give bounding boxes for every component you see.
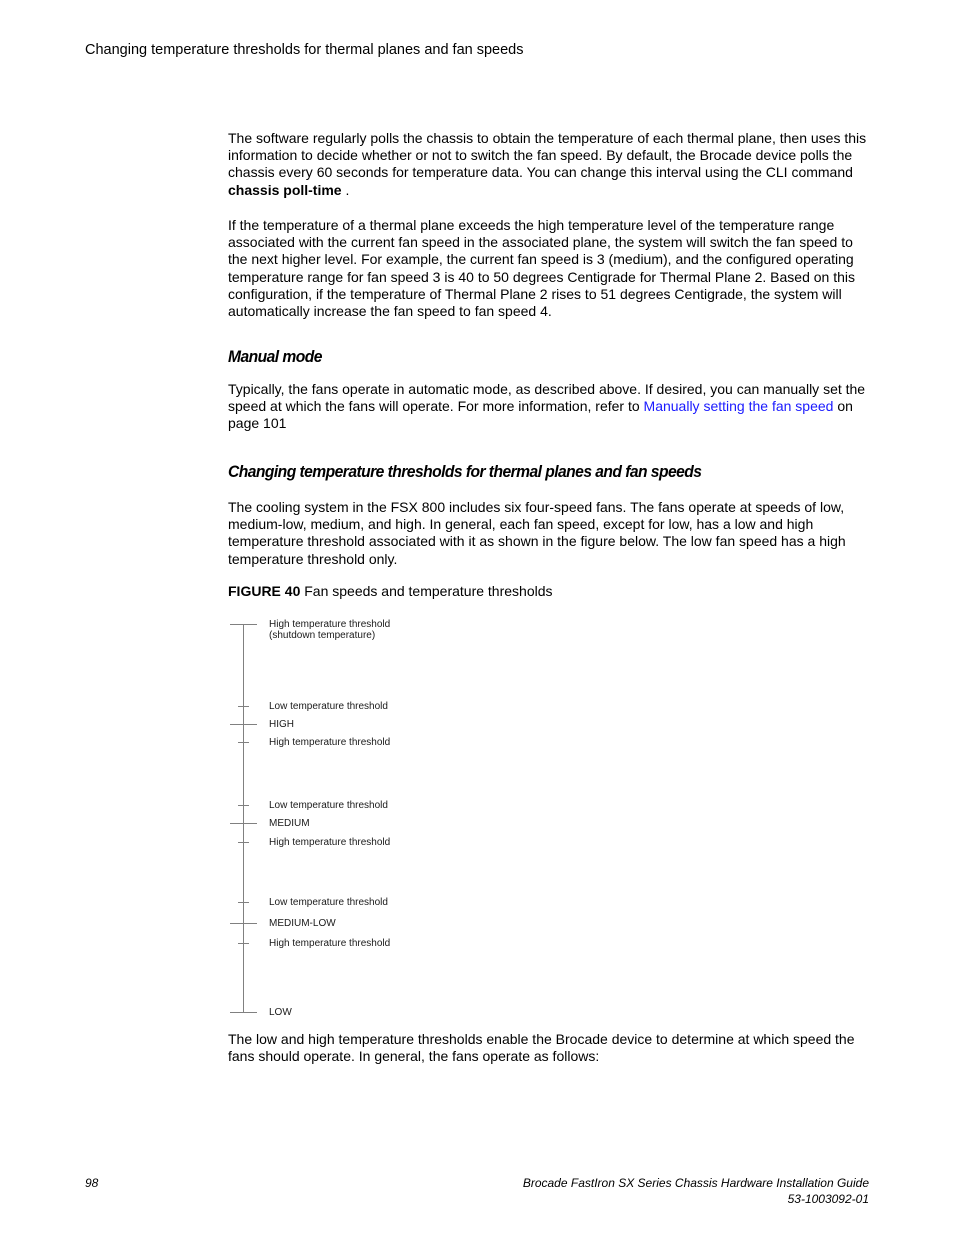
label-medium-low-threshold: Low temperature threshold bbox=[269, 800, 388, 811]
figure-title: Fan speeds and temperature thresholds bbox=[304, 583, 553, 599]
manual-fan-speed-link[interactable]: Manually setting the fan speed bbox=[643, 398, 834, 415]
figure-number: FIGURE 40 bbox=[228, 583, 301, 599]
label-medium-low: MEDIUM-LOW bbox=[269, 918, 336, 929]
tick-medium-high-threshold bbox=[238, 842, 249, 843]
tick-high bbox=[230, 724, 257, 725]
manual-mode-text: Typically, the fans operate in automatic mode, as described above. If desired, you can manually set the speed at which the fans will operate. For more information, refer to bbox=[228, 381, 866, 415]
label-medium-low-speed-high-threshold: High temperature threshold bbox=[269, 938, 391, 949]
tick-high-high-threshold bbox=[238, 742, 249, 743]
label-medium-high-threshold: High temperature threshold bbox=[269, 837, 391, 848]
threshold-paragraph: If the temperature of a thermal plane exceeds the high temperature level of the temperature range associated with the current fan speed in the associated plane, the system will switch the fan speed to the next higher level. For example, the current fan speed is 3 (medium), and the configured operating temperature range for fan speed 3 is 40 to 50 degrees Centigrade for Thermal Plane 2. Based on this configuration, if the temperature of Thermal Plane 2 rises to 51 degrees Centigrade, the system will automatically increase the fan speed to fan speed 4. bbox=[228, 217, 856, 320]
tick-medium bbox=[230, 823, 257, 824]
cooling-system-paragraph: The cooling system in the FSX 800 includes six four-speed fans. The fans operate at speeds of low, medium-low, medium, and high. In general, each fan speed, except for low, has a low and high temperature threshold associated with it as shown in the figure below. The low fan speed has a high temperature threshold only. bbox=[228, 499, 846, 567]
label-high-high-threshold: High temperature threshold bbox=[269, 737, 391, 748]
thresholds-heading: Changing temperature thresholds for thermal planes and fan speeds bbox=[228, 462, 702, 481]
label-high: HIGH bbox=[269, 719, 294, 730]
manual-mode-page-ref: on page 101 bbox=[228, 398, 853, 432]
running-header: Changing temperature thresholds for thermal planes and fan speeds bbox=[85, 42, 524, 58]
temperature-axis bbox=[243, 624, 244, 1013]
manual-mode-paragraph bbox=[228, 381, 868, 433]
label-medium-low-speed-low-threshold: Low temperature threshold bbox=[269, 897, 388, 908]
closing-paragraph: The low and high temperature thresholds enable the Brocade device to determine at which speed the fans should operate. In general, the fans operate as follows: bbox=[228, 1031, 855, 1065]
tick-low bbox=[230, 1012, 257, 1013]
label-shutdown-temperature: (shutdown temperature) bbox=[269, 630, 376, 641]
footer-doc-info bbox=[523, 1176, 869, 1207]
figure-caption bbox=[228, 583, 553, 600]
intro-text: The software regularly polls the chassis to obtain the temperature of each thermal plane, then uses this information to decide whether or not to switch the fan speed. By default, the Brocade device polls the chassis every 60 seconds for temperature data. You can change this interval using the CLI command bbox=[228, 130, 867, 181]
footer-doc-title: Brocade FastIron SX Series Chassis Hardware Installation Guide bbox=[522, 1176, 869, 1190]
fan-speed-threshold-diagram bbox=[228, 615, 448, 1025]
tick-medium-low-speed-high-threshold bbox=[238, 943, 249, 944]
label-low: LOW bbox=[269, 1007, 292, 1018]
label-shutdown-high-threshold: High temperature threshold bbox=[269, 619, 391, 630]
tick-medium-low bbox=[230, 923, 257, 924]
label-medium: MEDIUM bbox=[269, 818, 310, 829]
cli-command: chassis poll-time bbox=[228, 181, 342, 198]
tick-shutdown bbox=[230, 624, 257, 625]
page-number: 98 bbox=[85, 1176, 99, 1190]
intro-end: . bbox=[341, 181, 350, 198]
tick-medium-low-threshold bbox=[238, 805, 249, 806]
footer-doc-number: 53-1003092-01 bbox=[787, 1191, 869, 1206]
intro-paragraph bbox=[228, 130, 868, 199]
label-high-low-threshold: Low temperature threshold bbox=[269, 701, 388, 712]
tick-medium-low-speed-low-threshold bbox=[238, 902, 249, 903]
tick-high-low-threshold bbox=[238, 706, 249, 707]
manual-mode-heading: Manual mode bbox=[228, 347, 322, 366]
